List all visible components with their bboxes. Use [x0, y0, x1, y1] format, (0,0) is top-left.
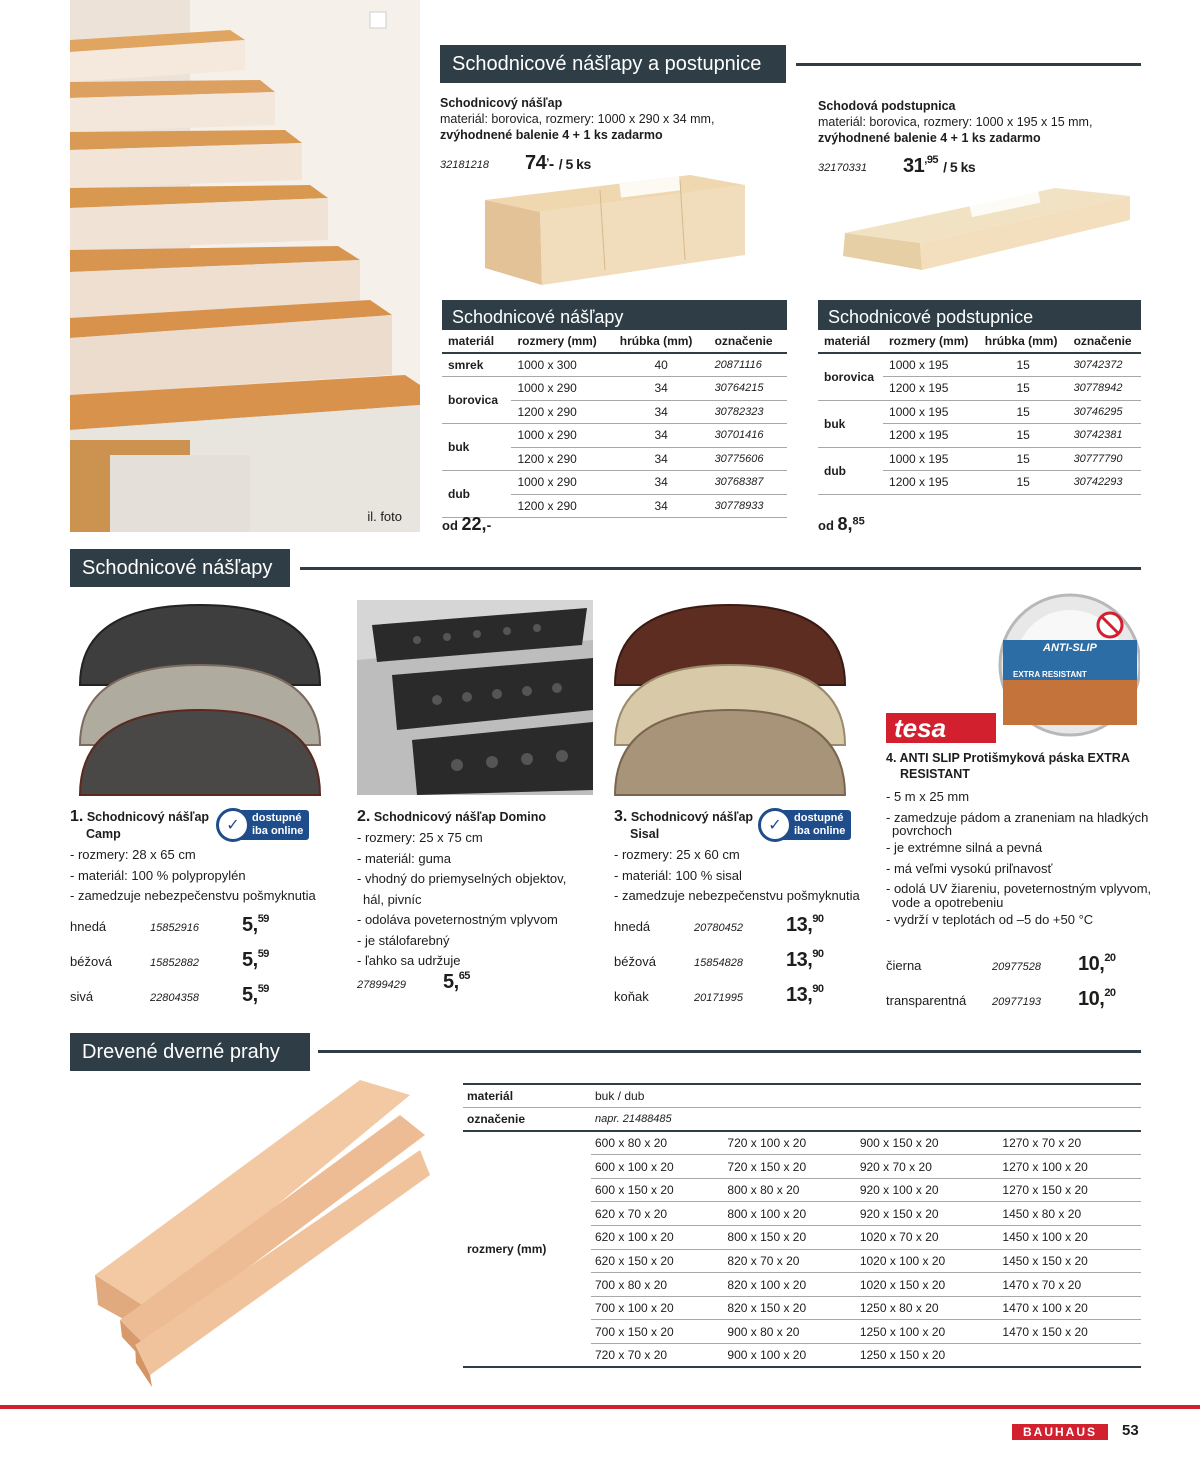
mat2-title: 2. Schodnicový nášľap Domino	[357, 808, 547, 825]
product-riser-price: $31^{,95} / 5$ ks	[903, 154, 976, 177]
mat3-variants	[614, 906, 824, 1011]
table-row: buk 1000 x 195 15 30746295	[818, 400, 1141, 424]
section-header-stairs	[440, 45, 786, 83]
product-promo: zvýhodnené balenie 4 + 1 ks zadarmo	[818, 131, 1041, 145]
list-item: hnedá 20780452 13,90	[614, 913, 824, 936]
mat1-title: 1. Schodnicový nášľap Camp	[70, 808, 210, 841]
divider	[318, 1050, 1141, 1053]
product-desc: materiál: borovica, rozmery: 1000 x 195 x 15 mm,	[818, 115, 1093, 129]
product-riser-code: 32170331	[818, 162, 867, 174]
cart-icon: ✓	[216, 808, 250, 842]
table-row: 700 x 100 x 20 820 x 150 x 20 1250 x 80 x 20 1470 x 100 x 20	[463, 1296, 1141, 1320]
mat1-features: - rozmery: 28 x 65 cm - materiál: 100 % polypropylén - zamedzuje nebezpečenstvu pošmyknutia	[70, 847, 316, 903]
riser-package-image	[840, 178, 1140, 273]
mat3-title: 3. Schodnicový nášľap Sisal	[614, 808, 754, 841]
mat2-features: - rozmery: 25 x 75 cm - materiál: guma - vhodný do priemyselných objektov, hál, pivníc - odoláva poveternostným vplyvom - je stálofarebný - ľahko sa udržuje	[357, 830, 567, 968]
tesa-tape-image	[995, 590, 1140, 740]
table-row: 620 x 70 x 20 800 x 100 x 20 920 x 150 x 20 1450 x 80 x 20	[463, 1202, 1141, 1226]
page-number: 53	[1122, 1422, 1139, 1439]
table-row: 620 x 150 x 20 820 x 70 x 20 1020 x 100 x 20 1450 x 150 x 20	[463, 1249, 1141, 1273]
section-header-thresholds: Drevené dverné prahy	[70, 1033, 310, 1071]
divider	[796, 63, 1141, 66]
table-row: rozmery (mm) 600 x 80 x 20 720 x 100 x 20 900 x 150 x 20 1270 x 70 x 20	[463, 1131, 1141, 1155]
tesa-logo: tesa	[886, 713, 996, 743]
tape-label-secondary: EXTRA RESISTANT	[1013, 670, 1087, 679]
table-row: borovica 1000 x 195 15 30742372	[818, 353, 1141, 377]
table-row: 600 x 150 x 20 800 x 80 x 20 920 x 100 x 20 1270 x 150 x 20	[463, 1178, 1141, 1202]
list-item: hnedá 15852916 5,59	[70, 913, 269, 936]
product-step-code: 32181218	[440, 159, 489, 171]
mat2-price-row: 27899429 5,65	[357, 970, 470, 993]
mat4-title: 4. ANTI SLIP Protišmyková páska EXTRA RESISTANT	[886, 751, 1130, 781]
table-row: 700 x 150 x 20 900 x 80 x 20 1250 x 100 x 20 1470 x 150 x 20	[463, 1320, 1141, 1344]
list-item: koňak 20171995 13,90	[614, 983, 824, 1006]
tape-label-primary: ANTI-SLIP	[1043, 642, 1097, 654]
table-row: 600 x 100 x 20 720 x 150 x 20 920 x 70 x 20 1270 x 100 x 20	[463, 1155, 1141, 1179]
section-header-mats: Schodnicové nášľapy	[70, 549, 290, 587]
table-row: dub 1000 x 195 15 30777790	[818, 447, 1141, 471]
table-header-risers: Schodnicové podstupnice	[818, 300, 1141, 330]
mat3-features: - rozmery: 25 x 60 cm - materiál: 100 % sisal - zamedzuje nebezpečenstvu pošmyknutia	[614, 847, 860, 903]
table-row: 1200 x 290 34 30775606	[442, 447, 787, 471]
online-badge: ✓ dostupné iba online	[758, 808, 851, 842]
list-item: béžová 15852882 5,59	[70, 948, 269, 971]
thresholds-image	[90, 1075, 430, 1390]
mat1-variants	[70, 906, 269, 1011]
product-riser	[818, 98, 1148, 146]
product-name: Schodová podstupnica	[818, 99, 956, 113]
cart-icon: ✓	[758, 808, 792, 842]
stair-photo	[70, 0, 420, 532]
product-step-price: 74,- / 5 ks	[525, 151, 591, 174]
table-row: smrek 1000 x 300 40 20871116	[442, 353, 787, 377]
mat-domino-image	[357, 600, 593, 795]
section-title: Schodnicové nášľapy a postupnice	[452, 52, 762, 75]
mat4-features: - 5 m x 25 mm - zamedzuje pádom a zraneniam na hladkých povrchoch - je extrémne silná a pevná - má veľmi vysokú priľnavosť - odolá UV žiareniu, poveternostným vplyvom, vode a opotrebeniu - vydrží v teplotách od –5 do +50 °C	[886, 789, 1152, 927]
table-row: 1200 x 195 15 30778942	[818, 377, 1141, 401]
product-desc: materiál: borovica, rozmery: 1000 x 290 x 34 mm,	[440, 112, 715, 126]
online-badge: ✓ dostupné iba online	[216, 808, 309, 842]
treads-from-price: od 22,-	[442, 514, 492, 534]
bauhaus-logo: BAUHAUS	[1012, 1424, 1108, 1440]
photo-caption: il. foto	[367, 509, 402, 524]
table-row: označenie napr. 21488485	[463, 1108, 1141, 1132]
list-item: transparentná 20977193 10,20	[886, 987, 1116, 1010]
list-item: čierna 20977528 10,20	[886, 952, 1116, 975]
table-row: 1200 x 195 15 30742293	[818, 471, 1141, 495]
divider	[300, 567, 1141, 570]
table-header-treads: Schodnicové nášľapy	[442, 300, 787, 330]
table-row: 1200 x 195 15 30742381	[818, 424, 1141, 448]
mat-sisal-image	[610, 600, 850, 800]
risers-table: materiál rozmery (mm) hrúbka (mm) označenie borovica 1000 x 195 15 30742372 1200 x 195 15 30778942 buk 1000 x 195 15 30746295 1200 x 195 15 30742381 dub 1000 x 195 15 30777790 1200 x 195 15 30742293	[818, 330, 1141, 495]
table-row: buk 1000 x 290 34 30701416	[442, 424, 787, 448]
table-row: 720 x 70 x 20 900 x 100 x 20 1250 x 150 x 20	[595, 1348, 946, 1363]
table-row: 1200 x 290 34 30778933	[442, 494, 787, 518]
product-step	[440, 95, 800, 143]
mat-camp-image	[75, 600, 325, 800]
mat4-variants	[886, 945, 1116, 1015]
thresholds-table	[463, 1083, 1141, 1368]
table-row: dub 1000 x 290 34 30768387	[442, 471, 787, 495]
table-row: 1200 x 290 34 30782323	[442, 400, 787, 424]
product-promo: zvýhodnené balenie 4 + 1 ks zadarmo	[440, 128, 663, 142]
table-row: 700 x 80 x 20 820 x 100 x 20 1020 x 150 x 20 1470 x 70 x 20	[463, 1273, 1141, 1297]
list-item: sivá 22804358 5,59	[70, 983, 269, 1006]
step-package-image	[480, 170, 750, 290]
treads-table: materiál rozmery (mm) hrúbka (mm) označenie smrek 1000 x 300 40 20871116 borovica 1000 x 290 34 30764215 1200 x 290 34 30782323 buk 1000 x 290 34 30701416 1200 x 290 34 30775606 dub 1000 x 290 34 30768387 1200 x 290 34 30778933	[442, 330, 787, 518]
table-row: materiál buk / dub	[463, 1084, 1141, 1108]
footer-red-line	[0, 1405, 1200, 1409]
table-row: borovica 1000 x 290 34 30764215	[442, 377, 787, 401]
list-item: béžová 15854828 13,90	[614, 948, 824, 971]
product-name: Schodnicový nášľap	[440, 96, 563, 110]
risers-from-price: od 8,85	[818, 514, 865, 534]
table-row: 620 x 100 x 20 800 x 150 x 20 1020 x 70 x 20 1450 x 100 x 20	[463, 1226, 1141, 1250]
